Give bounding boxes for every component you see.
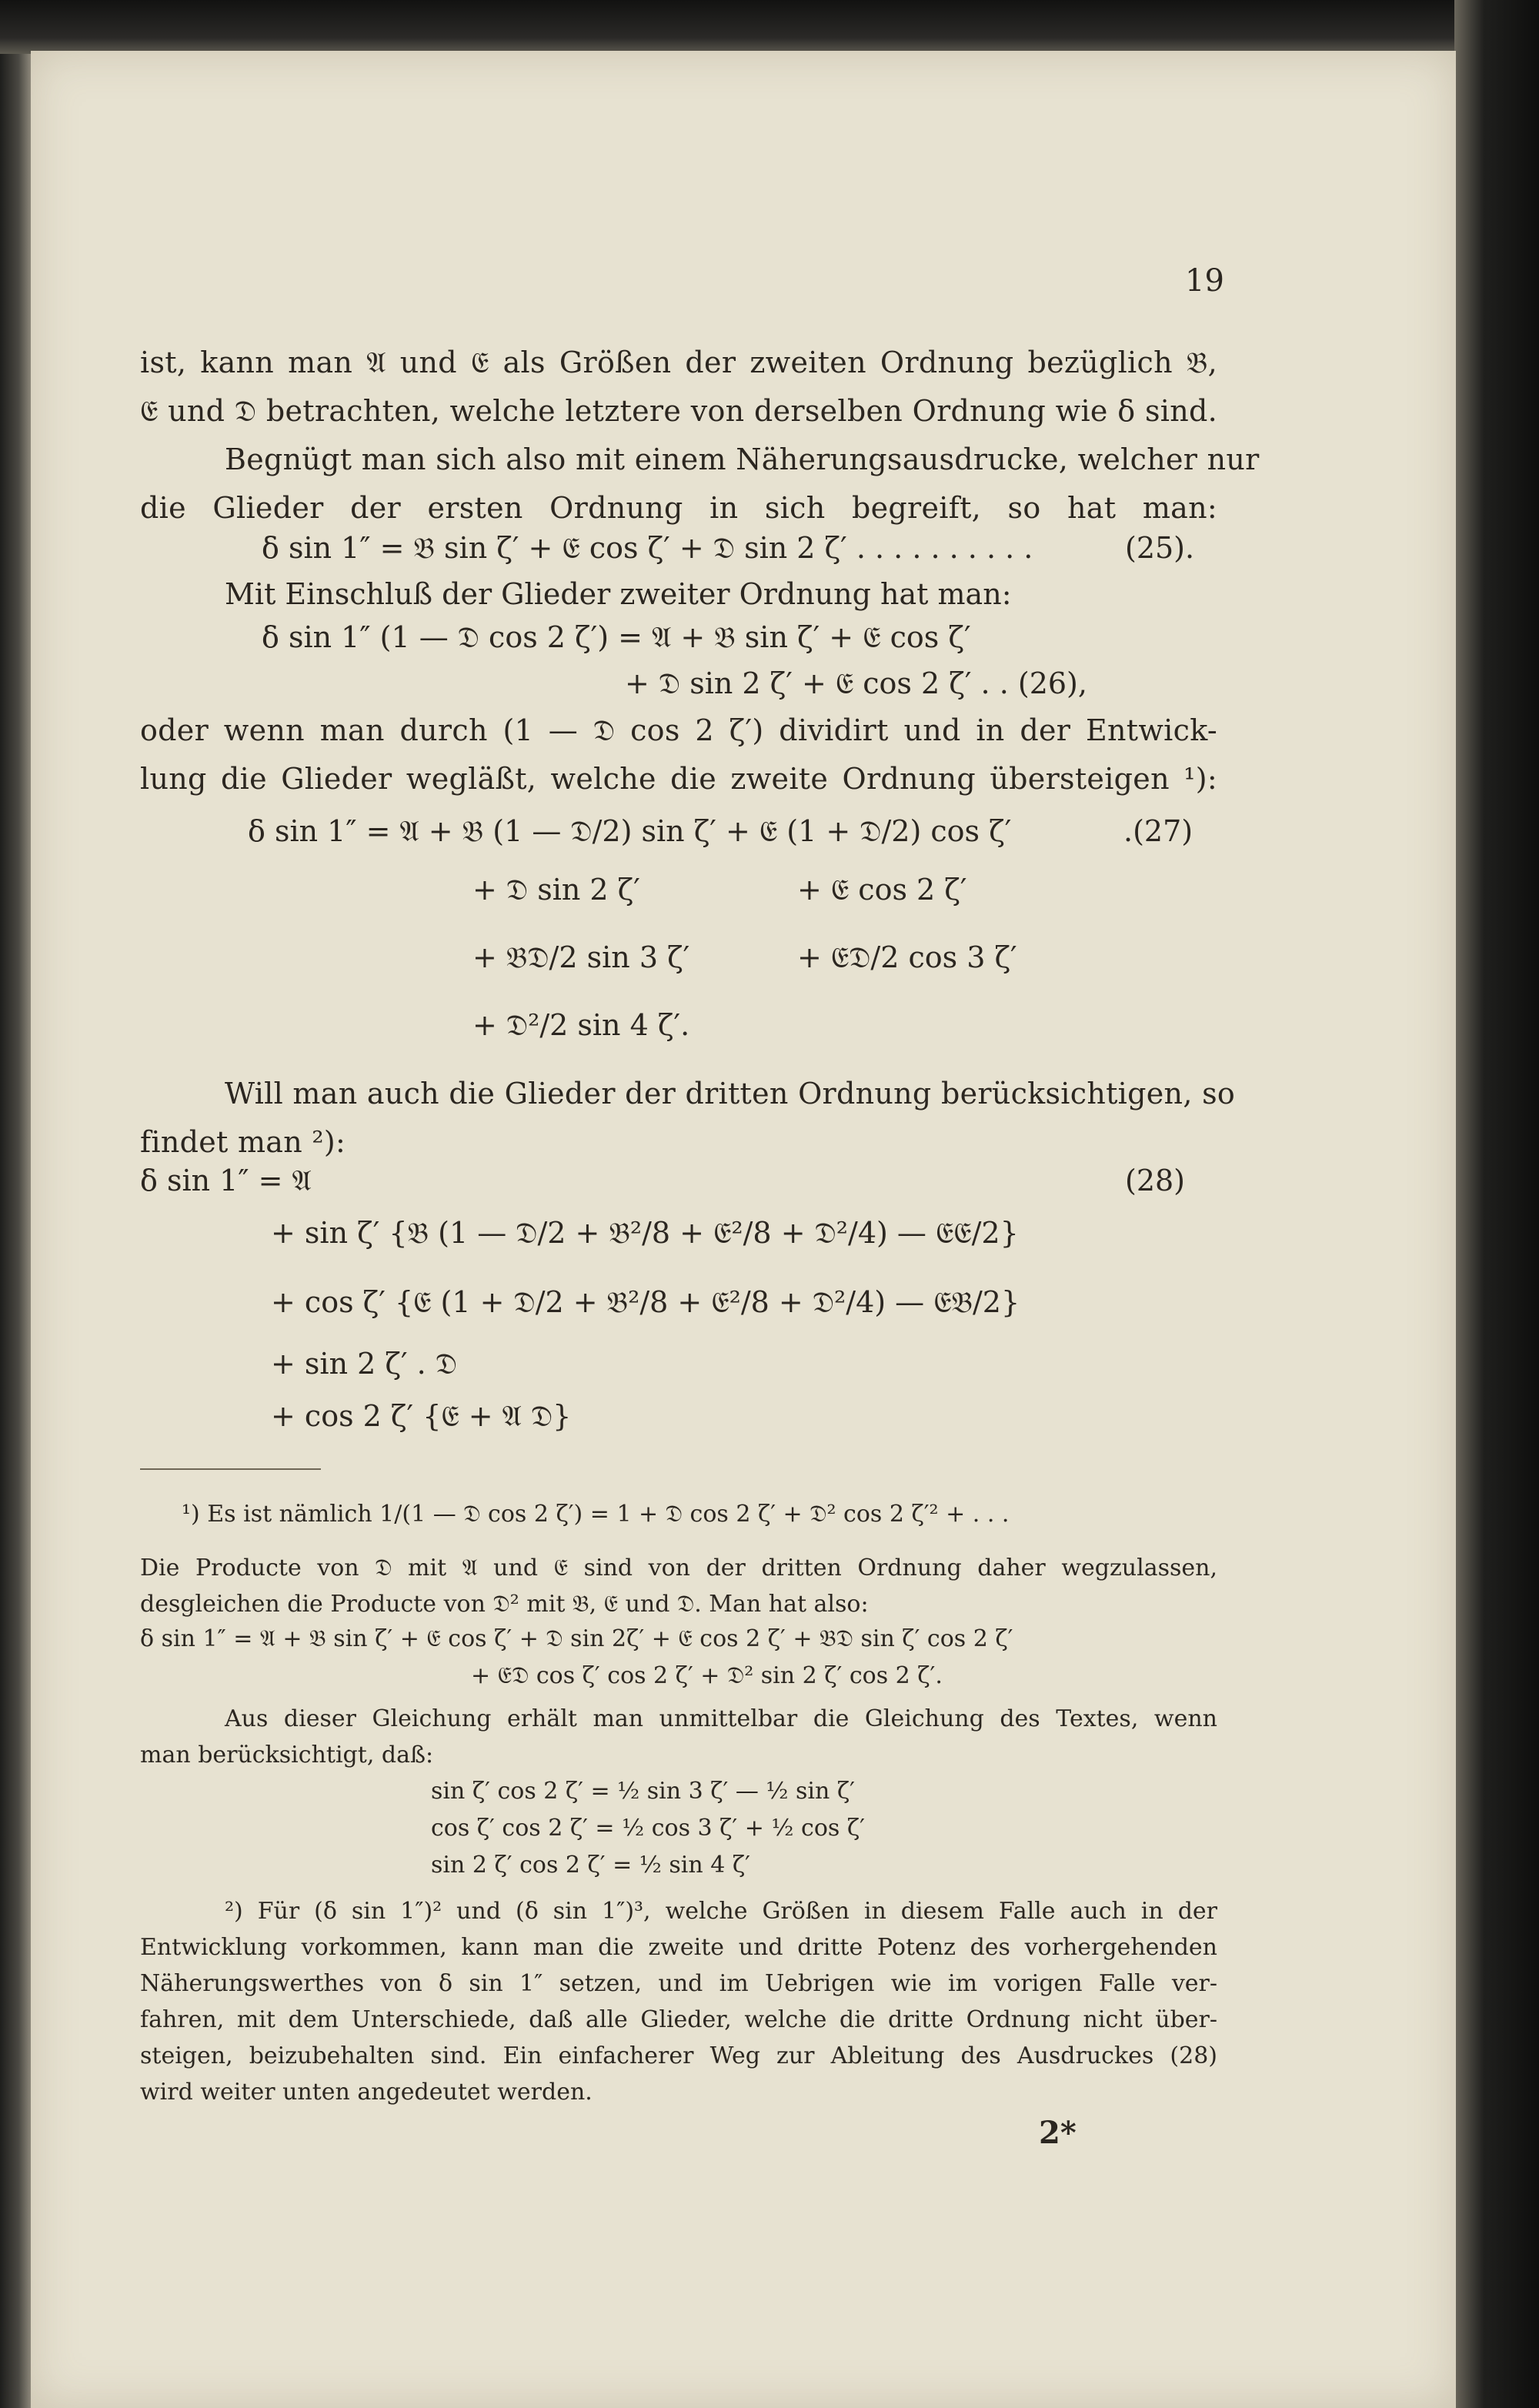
- text-line: man berücksichtigt, daß:: [140, 1742, 434, 1768]
- footnote-1-identity-2: cos ζ′ cos 2 ζ′ = ½ cos 3 ζ′ + ½ cos ζ′: [431, 1815, 865, 1842]
- footnote-2: [140, 1893, 1217, 2110]
- book-spine-left: [0, 0, 31, 2408]
- equation-26-line-2: + 𝔇 sin 2 ζ′ + 𝔈 cos 2 ζ′ . . (26),: [625, 666, 1087, 700]
- footnote-1-text: [140, 1550, 1217, 1622]
- footnote-1-text-2: [140, 1701, 1217, 1773]
- equation-25: δ sin 1″ = 𝔅 sin ζ′ + 𝔈 cos ζ′ + 𝔇 sin 2 ζ′ . . . . . . . . . .: [262, 531, 1033, 565]
- paragraph-3: Mit Einschluß der Glieder zweiter Ordnung hat man:: [225, 577, 1012, 611]
- equation-28-line-3: + cos ζ′ {𝔈 (1 + 𝔇/2 + 𝔅²/8 + 𝔈²/8 + 𝔇²/4) — 𝔈𝔅/2}: [271, 1285, 1020, 1319]
- equation-number-27: .(27): [1123, 814, 1193, 848]
- text-line: lung die Glieder wegläßt, welche die zweite Ordnung übersteigen ¹):: [140, 762, 1217, 796]
- text-line: ist, kann man 𝔄 und 𝔈 als Größen der zweiten Ordnung bezüglich 𝔅,: [140, 346, 1217, 379]
- text-line: findet man ²):: [140, 1125, 346, 1159]
- equation-27-line-2b: + 𝔈 cos 2 ζ′: [797, 873, 967, 907]
- text-line: desgleichen die Producte von 𝔇² mit 𝔅, 𝔈 und 𝔇. Man hat also:: [140, 1591, 869, 1618]
- equation-28-line-1: δ sin 1″ = 𝔄: [140, 1164, 312, 1197]
- text-line: Aus dieser Gleichung erhält man unmittelbar die Gleichung des Textes, wenn: [225, 1705, 1217, 1732]
- text-line: fahren, mit dem Unterschiede, daß alle Glieder, welche die dritte Ordnung nicht über-: [140, 2006, 1217, 2033]
- text-line: Begnügt man sich also mit einem Näherungsausdrucke, welcher nur: [225, 443, 1260, 476]
- footnote-1-line-1: ¹) Es ist nämlich 1/(1 — 𝔇 cos 2 ζ′) = 1 + 𝔇 cos 2 ζ′ + 𝔇² cos 2 ζ′² + . . .: [182, 1501, 1010, 1528]
- equation-number-28: (28): [1125, 1164, 1186, 1197]
- text-line: Entwicklung vorkommen, kann man die zweite und dritte Potenz des vorhergehenden: [140, 1934, 1217, 1961]
- text-line: die Glieder der ersten Ordnung in sich begreift, so hat man:: [140, 491, 1217, 525]
- footnote-1-equation-2: + 𝔈𝔇 cos ζ′ cos 2 ζ′ + 𝔇² sin 2 ζ′ cos 2 ζ′.: [471, 1662, 943, 1689]
- equation-27-line-1: δ sin 1″ = 𝔄 + 𝔅 (1 — 𝔇/2) sin ζ′ + 𝔈 (1 + 𝔇/2) cos ζ′: [248, 814, 1012, 848]
- text-line: oder wenn man durch (1 — 𝔇 cos 2 ζ′) dividirt und in der Entwick-: [140, 713, 1217, 747]
- text-line: wird weiter unten angedeutet werden.: [140, 2079, 593, 2106]
- paragraph-2: [140, 436, 1260, 533]
- paragraph-4: [140, 706, 1217, 803]
- text-line: Näherungswerthes von δ sin 1″ setzen, und im Uebrigen wie im vorigen Falle ver-: [140, 1970, 1217, 1997]
- equation-27-line-2a: + 𝔇 sin 2 ζ′: [472, 873, 640, 907]
- footnote-separator: [140, 1468, 321, 1470]
- text-line: Die Producte von 𝔇 mit 𝔄 und 𝔈 sind von der dritten Ordnung daher wegzulassen,: [140, 1555, 1217, 1581]
- text-line: 𝔈 und 𝔇 betrachten, welche letztere von derselben Ordnung wie δ sind.: [140, 394, 1217, 428]
- signature-mark: 2*: [1039, 2115, 1077, 2151]
- book-cover-right: [1454, 0, 1539, 2408]
- page-number: 19: [1185, 263, 1224, 299]
- equation-number-25: (25).: [1125, 531, 1195, 565]
- paragraph-1: [140, 339, 1217, 436]
- equation-27-line-3b: + 𝔈𝔇/2 cos 3 ζ′: [797, 940, 1017, 974]
- footnote-1-identity-1: sin ζ′ cos 2 ζ′ = ½ sin 3 ζ′ — ½ sin ζ′: [431, 1778, 855, 1805]
- equation-27-line-3a: + 𝔅𝔇/2 sin 3 ζ′: [472, 940, 690, 974]
- equation-28-line-5: + cos 2 ζ′ {𝔈 + 𝔄 𝔇}: [271, 1399, 572, 1433]
- text-line: ²) Für (δ sin 1″)² und (δ sin 1″)³, welche Größen in diesem Falle auch in der: [225, 1898, 1217, 1925]
- equation-28-line-4: + sin 2 ζ′ . 𝔇: [271, 1347, 458, 1381]
- footnote-1-equation-1: δ sin 1″ = 𝔄 + 𝔅 sin ζ′ + 𝔈 cos ζ′ + 𝔇 sin 2ζ′ + 𝔈 cos 2 ζ′ + 𝔅𝔇 sin ζ′ cos 2 ζ′: [140, 1625, 1013, 1652]
- footnote-1-identity-3: sin 2 ζ′ cos 2 ζ′ = ½ sin 4 ζ′: [431, 1852, 750, 1879]
- equation-27-line-4: + 𝔇²/2 sin 4 ζ′.: [472, 1008, 690, 1042]
- paragraph-5: [140, 1070, 1236, 1167]
- text-line: steigen, beizubehalten sind. Ein einfacherer Weg zur Ableitung des Ausdruckes (28): [140, 2042, 1217, 2069]
- equation-26-line-1: δ sin 1″ (1 — 𝔇 cos 2 ζ′) = 𝔄 + 𝔅 sin ζ′ + 𝔈 cos ζ′: [262, 620, 971, 654]
- book-cover-top: [0, 0, 1539, 54]
- text-line: Will man auch die Glieder der dritten Ordnung berücksichtigen, so: [225, 1077, 1236, 1110]
- equation-28-line-2: + sin ζ′ {𝔅 (1 — 𝔇/2 + 𝔅²/8 + 𝔈²/8 + 𝔇²/4) — 𝔈𝔈/2}: [271, 1216, 1019, 1250]
